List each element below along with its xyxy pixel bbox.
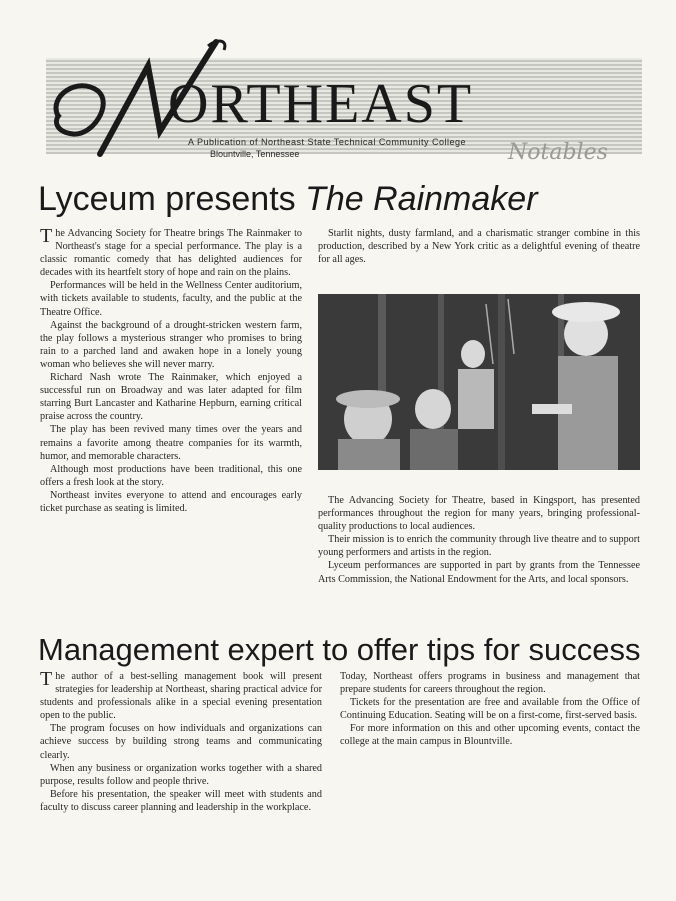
management-column-1 [40, 670, 322, 870]
paragraph: The play has been revived many times over the years and remains a favorite among theatre companies for its warmth, humor, and memorable characters. [40, 424, 302, 462]
paragraph: For more information on this and other upcoming events, contact the college at the main campus in Blountville. [340, 723, 640, 748]
lyceum-headline [38, 180, 538, 219]
paragraph: The Advancing Society for Theatre, based in Kingsport, has presented performances throughout the region for many years, bringing professional-quality productions to local audiences. [318, 495, 640, 533]
paragraph: Performances will be held in the Wellness Center auditorium, with tickets available to students, faculty, and the public at the Theatre Office. [40, 280, 302, 318]
management-column-2 [340, 670, 640, 835]
paragraph: Starlit nights, dusty farmland, and a charismatic stranger combine in this production, described by a New York critic as a delightful evening of theatre for all ages. [318, 228, 640, 266]
paragraph: The program focuses on how individuals and organizations can achieve success by building strong teams and communicating clearly. [40, 723, 322, 761]
lyceum-column-1 [40, 227, 302, 622]
photo-illustration [318, 294, 640, 470]
masthead [38, 36, 642, 166]
drop-cap: T [40, 670, 53, 690]
paragraph: Their mission is to enrich the community through live theatre and to support young performers and artists in the region. [318, 534, 640, 559]
masthead-subtitle: A Publication of Northeast State Technical Community College [188, 137, 466, 147]
lyceum-column-2-bottom [318, 494, 640, 624]
theatre-cast-photo [318, 294, 640, 470]
paragraph: Lyceum performances are supported in part by grants from the Tennessee Arts Commission, the National Endowment for the Arts, and local sponsors. [318, 560, 640, 585]
paragraph: Today, Northeast offers programs in business and management that prepare students for careers throughout the region. [340, 671, 640, 696]
paragraph: Against the background of a drought-stricken western farm, the play follows a mysterious stranger who promises to bring rain to a parched land and awaken hope in a lonely young woman who believes she will never marry. [40, 319, 302, 370]
masthead-subtitle-location: Blountville, Tennessee [210, 149, 300, 159]
lyceum-headline-plain: Lyceum presents [38, 180, 306, 218]
paragraph: Northeast invites everyone to attend and encourages early ticket purchase as seating is limited. [40, 489, 302, 514]
masthead-title: ORTHEAST [168, 73, 474, 135]
paragraph: Tickets for the presentation are free and available from the Office of Continuing Education. Seating will be on a first-come, first-served basis. [340, 697, 640, 722]
lyceum-headline-italic: The Rainmaker [305, 180, 538, 218]
lyceum-column-2-top [318, 227, 640, 287]
paragraph: Before his presentation, the speaker will meet with students and faculty to discuss career planning and leadership in the workplace. [40, 788, 322, 813]
paragraph: When any business or organization works together with a shared purpose, results follow and people thrive. [40, 762, 322, 787]
drop-cap: T [40, 227, 53, 247]
paragraph: Richard Nash wrote The Rainmaker, which enjoyed a successful run on Broadway and was later adapted for film starring Burt Lancaster and Katharine Hepburn, earning critical praise across the country. [40, 372, 302, 423]
masthead-script-word: Notables [508, 140, 608, 165]
paragraph: The Advancing Society for Theatre brings The Rainmaker to Northeast's stage for a special performance. The play is a classic romantic comedy that has delighted audiences for decades with its heartfelt story of hope and rain on the plains. [40, 227, 302, 279]
management-headline: Management expert to offer tips for success [38, 632, 641, 667]
paragraph: Although most productions have been traditional, this one offers a fresh look at the story. [40, 463, 302, 488]
paragraph: The author of a best-selling management book will present strategies for leadership at Northeast, sharing practical advice for students and professionals alike in a special evening presentation open to the public. [40, 670, 322, 722]
